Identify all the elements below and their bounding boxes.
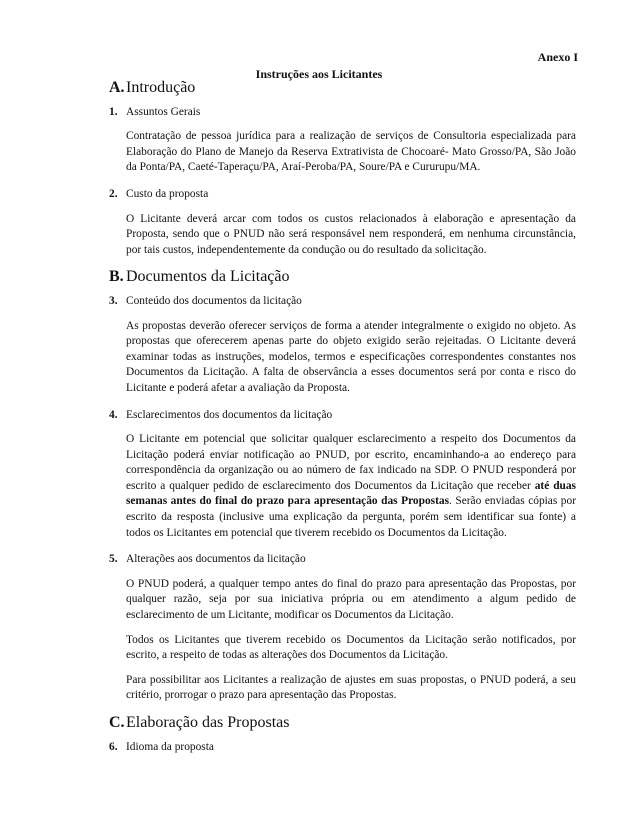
section-c-heading (109, 715, 576, 731)
section-b-heading (109, 269, 576, 285)
document-body (109, 80, 576, 755)
item-number: 5. (109, 553, 118, 566)
paragraph: O Licitante deverá arcar com todos os custos relacionados à elaboração e apresentação da Proposta, sendo que o PNUD não será responsável nem responderá, em nenhuma circunstância, por tais custos, independentemente da condução ou do resultado da solicitação. (126, 212, 576, 256)
item-1 (109, 105, 576, 176)
item-title: Custo da proposta (126, 187, 209, 200)
item-title: Idioma da proposta (126, 740, 214, 753)
annex-label: Anexo I (537, 50, 578, 64)
section-letter: B. (109, 268, 124, 286)
deadline-emphasis: até duas semanas antes do final do prazo para apresentação das Propostas (126, 479, 576, 508)
paragraph: Contratação de pessoa jurídica para a realização de serviços de Consultoria especializada para Elaboração do Plano de Manejo da Reserva Extrativista de Chocoaré- Mato Grosso/PA, São João da Ponta/PA, Caeté-Taperaçu/PA, Araí-Peroba/PA, Soure/PA e Cururupu/MA. (126, 130, 576, 174)
item-title: Esclarecimentos dos documentos da licitação (126, 408, 333, 421)
item-number: 3. (109, 294, 118, 307)
section-letter: C. (109, 714, 125, 731)
paragraph: Para possibilitar aos Licitantes a realização de ajustes em suas propostas, o PNUD poderá, a seu critério, prorrogar o prazo para apresentação das Propostas. (126, 673, 576, 702)
section-title: Introdução (126, 79, 196, 96)
paragraph: O PNUD poderá, a qualquer tempo antes do final do prazo para apresentação das Propostas, por qualquer razão, seja por sua iniciativa própria ou em atendimento a algum pedido de esclarecimento de um Licitante, modificar os Documentos da Licitação. (126, 577, 576, 622)
paragraph (126, 432, 576, 541)
item-number: 1. (109, 105, 118, 118)
section-letter: A. (109, 79, 125, 96)
paragraph-text: O Licitante em potencial que solicitar qualquer esclarecimento a respeito dos Documentos da Licitação poderá enviar notificação ao PNUD, por escrito, encaminhando-a ao endereço para correspondência da organização ou ao número de fax indicado na SDP. O PNUD responderá por escrito a qualquer pedido de esclarecimento dos Documentos da Licitação que receber (126, 433, 576, 492)
section-title: Documentos da Licitação (126, 268, 290, 286)
item-2 (109, 187, 576, 258)
item-4 (109, 408, 576, 542)
page-title: Instruções aos Licitantes (255, 67, 383, 81)
item-number: 4. (109, 408, 118, 421)
item-3 (109, 294, 576, 397)
item-number: 6. (109, 740, 118, 753)
paragraph: Todos os Licitantes que tiverem recebido os Documentos da Licitação serão notificados, por escrito, a respeito de todas as alterações dos Documentos da Licitação. (126, 633, 576, 662)
item-5 (109, 552, 576, 704)
item-title: Conteúdo dos documentos da licitação (126, 294, 302, 307)
section-title: Elaboração das Propostas (126, 714, 290, 731)
paragraph-text: . Serão enviadas cópias por escrito da resposta (inclusive uma explicação da pergunta, porém sem identificar sua fonte) a todos os Licitantes em potencial que tiverem recebido os Documentos da Licitação. (126, 495, 576, 539)
item-title: Assuntos Gerais (126, 105, 201, 118)
section-a-heading (109, 80, 576, 96)
item-number: 2. (109, 187, 118, 200)
item-title: Alterações aos documentos da licitação (126, 553, 306, 566)
paragraph: As propostas deverão oferecer serviços de forma a atender integralmente o exigido no objeto. As propostas que oferecerem apenas parte do objeto exigido serão rejeitadas. O Licitante deverá examinar todas as instruções, modelos, termos e especificações correspondentes constantes nos Documentos da Licitação. A falta de observância a esses documentos será por conta e risco do Licitante e poderá afetar a avaliação da Proposta. (126, 319, 576, 394)
item-6 (109, 740, 576, 756)
